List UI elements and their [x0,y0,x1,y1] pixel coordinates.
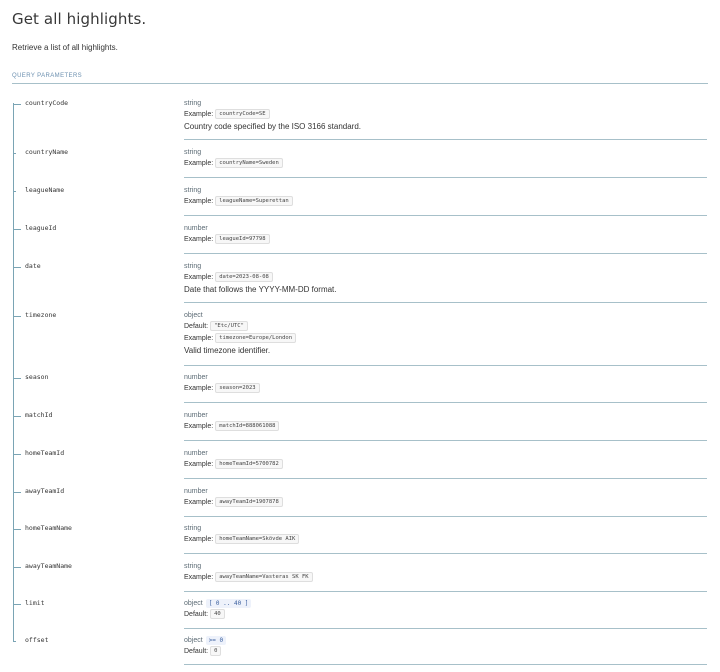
section-divider [12,83,708,84]
param-example [184,196,293,208]
param-name: matchId [25,411,53,419]
param-name: homeTeamName [25,524,72,532]
param-details [184,373,260,395]
param-tree-line [13,103,14,641]
default-label: Default: [184,648,209,655]
param-type [184,373,260,383]
default-label: Default: [184,611,209,618]
param-name: season [25,373,49,381]
tree-branch [13,267,21,268]
default-value: 40 [210,609,225,619]
example-value: leagueName=Superettan [215,196,293,206]
param-default [184,609,251,621]
example-value: homeTeamName=Skövde AIK [215,534,299,544]
tree-branch [13,604,21,605]
tree-branch [13,641,16,642]
param-type-text: object [184,637,203,644]
param-divider [184,139,707,140]
param-type [184,524,299,534]
param-divider [184,516,707,517]
param-default [184,321,296,333]
default-label: Default: [184,323,209,330]
param-type-text: number [184,412,208,419]
tree-branch [13,529,21,530]
param-details [184,599,251,621]
page-description: Retrieve a list of all highlights. [12,43,118,52]
tree-branch [13,454,21,455]
default-value: "Etc/UTC" [210,321,248,331]
param-example [184,158,283,170]
example-value: date=2023-08-08 [215,272,273,282]
tree-branch [13,492,21,493]
param-type [184,562,313,572]
param-details [184,186,293,208]
param-name: awayTeamName [25,562,72,570]
example-label: Example: [184,423,214,430]
param-default [184,646,226,658]
example-label: Example: [184,335,214,342]
param-type-text: string [184,187,202,194]
param-type [184,411,279,421]
param-type-text: object [184,312,203,319]
param-example [184,497,283,509]
example-label: Example: [184,385,214,392]
param-divider [184,591,707,592]
param-type [184,148,283,158]
param-divider [184,664,707,665]
tree-branch [13,378,21,379]
param-divider [184,553,707,554]
example-label: Example: [184,536,214,543]
example-label: Example: [184,198,214,205]
example-value: leagueId=97798 [215,234,269,244]
param-range: >= 0 [206,636,226,645]
param-divider [184,215,707,216]
param-divider [184,402,707,403]
param-description: Country code specified by the ISO 3166 standard. [184,122,361,131]
tree-branch [13,567,21,568]
param-type-text: string [184,149,202,156]
param-type-text: number [184,374,208,381]
param-type [184,99,361,109]
param-divider [184,302,707,303]
param-divider [184,478,707,479]
param-name: offset [25,636,49,644]
param-type [184,311,296,321]
param-type-text: string [184,100,202,107]
example-label: Example: [184,574,214,581]
param-type [184,487,283,497]
param-type [184,186,293,196]
example-value: matchId=888061088 [215,421,279,431]
param-example [184,109,361,121]
param-example [184,272,337,284]
param-details [184,524,299,546]
param-range: [ 0 .. 40 ] [206,599,252,608]
param-details [184,262,337,296]
param-name: leagueId [25,224,57,232]
param-example [184,234,270,246]
param-name: homeTeamId [25,449,65,457]
param-example [184,383,260,395]
param-name: leagueName [25,186,65,194]
param-details [184,487,283,509]
param-type [184,636,226,646]
param-description: Valid timezone identifier. [184,346,271,355]
example-value: countryName=Sweden [215,158,283,168]
tree-branch [13,104,21,105]
param-name: countryCode [25,99,69,107]
param-name: timezone [25,311,57,319]
param-type [184,599,251,609]
param-details [184,411,279,433]
param-divider [184,253,707,254]
param-type-text: string [184,263,202,270]
example-label: Example: [184,274,214,281]
param-example [184,333,296,345]
example-label: Example: [184,111,214,118]
param-type-text: string [184,525,202,532]
param-example [184,421,279,433]
example-value: countryCode=SE [215,109,269,119]
example-value: awayTeamId=1907878 [215,497,283,507]
tree-branch [13,191,16,192]
tree-branch [13,416,21,417]
param-details [184,449,283,471]
param-type-text: string [184,563,202,570]
param-type-text: object [184,600,203,607]
example-value: homeTeamId=5700782 [215,459,283,469]
example-label: Example: [184,160,214,167]
tree-branch [13,229,21,230]
param-details [184,224,270,246]
param-details [184,636,226,658]
param-example [184,572,313,584]
param-divider [184,177,707,178]
param-description: Date that follows the YYYY-MM-DD format. [184,285,337,294]
param-type-text: number [184,225,208,232]
param-type-text: number [184,450,208,457]
tree-branch [13,153,16,154]
example-value: timezone=Europe/London [215,333,296,343]
param-divider [184,628,707,629]
example-label: Example: [184,236,214,243]
param-type [184,449,283,459]
param-details [184,562,313,584]
param-name: limit [25,599,45,607]
param-type [184,262,337,272]
page-title: Get all highlights. [12,10,147,28]
example-label: Example: [184,461,214,468]
param-divider [184,440,707,441]
param-name: countryName [25,148,69,156]
default-value: 0 [210,646,221,656]
param-name: date [25,262,41,270]
param-name: awayTeamId [25,487,65,495]
param-divider [184,365,707,366]
param-example [184,459,283,471]
param-type-text: number [184,488,208,495]
param-details [184,148,283,170]
param-details [184,311,296,357]
example-label: Example: [184,499,214,506]
query-parameters-heading: QUERY PARAMETERS [12,73,83,79]
param-example [184,534,299,546]
tree-branch [13,316,21,317]
param-details [184,99,361,133]
example-value: season=2023 [215,383,259,393]
example-value: awayTeamName=Vasteras SK FK [215,572,312,582]
param-type [184,224,270,234]
